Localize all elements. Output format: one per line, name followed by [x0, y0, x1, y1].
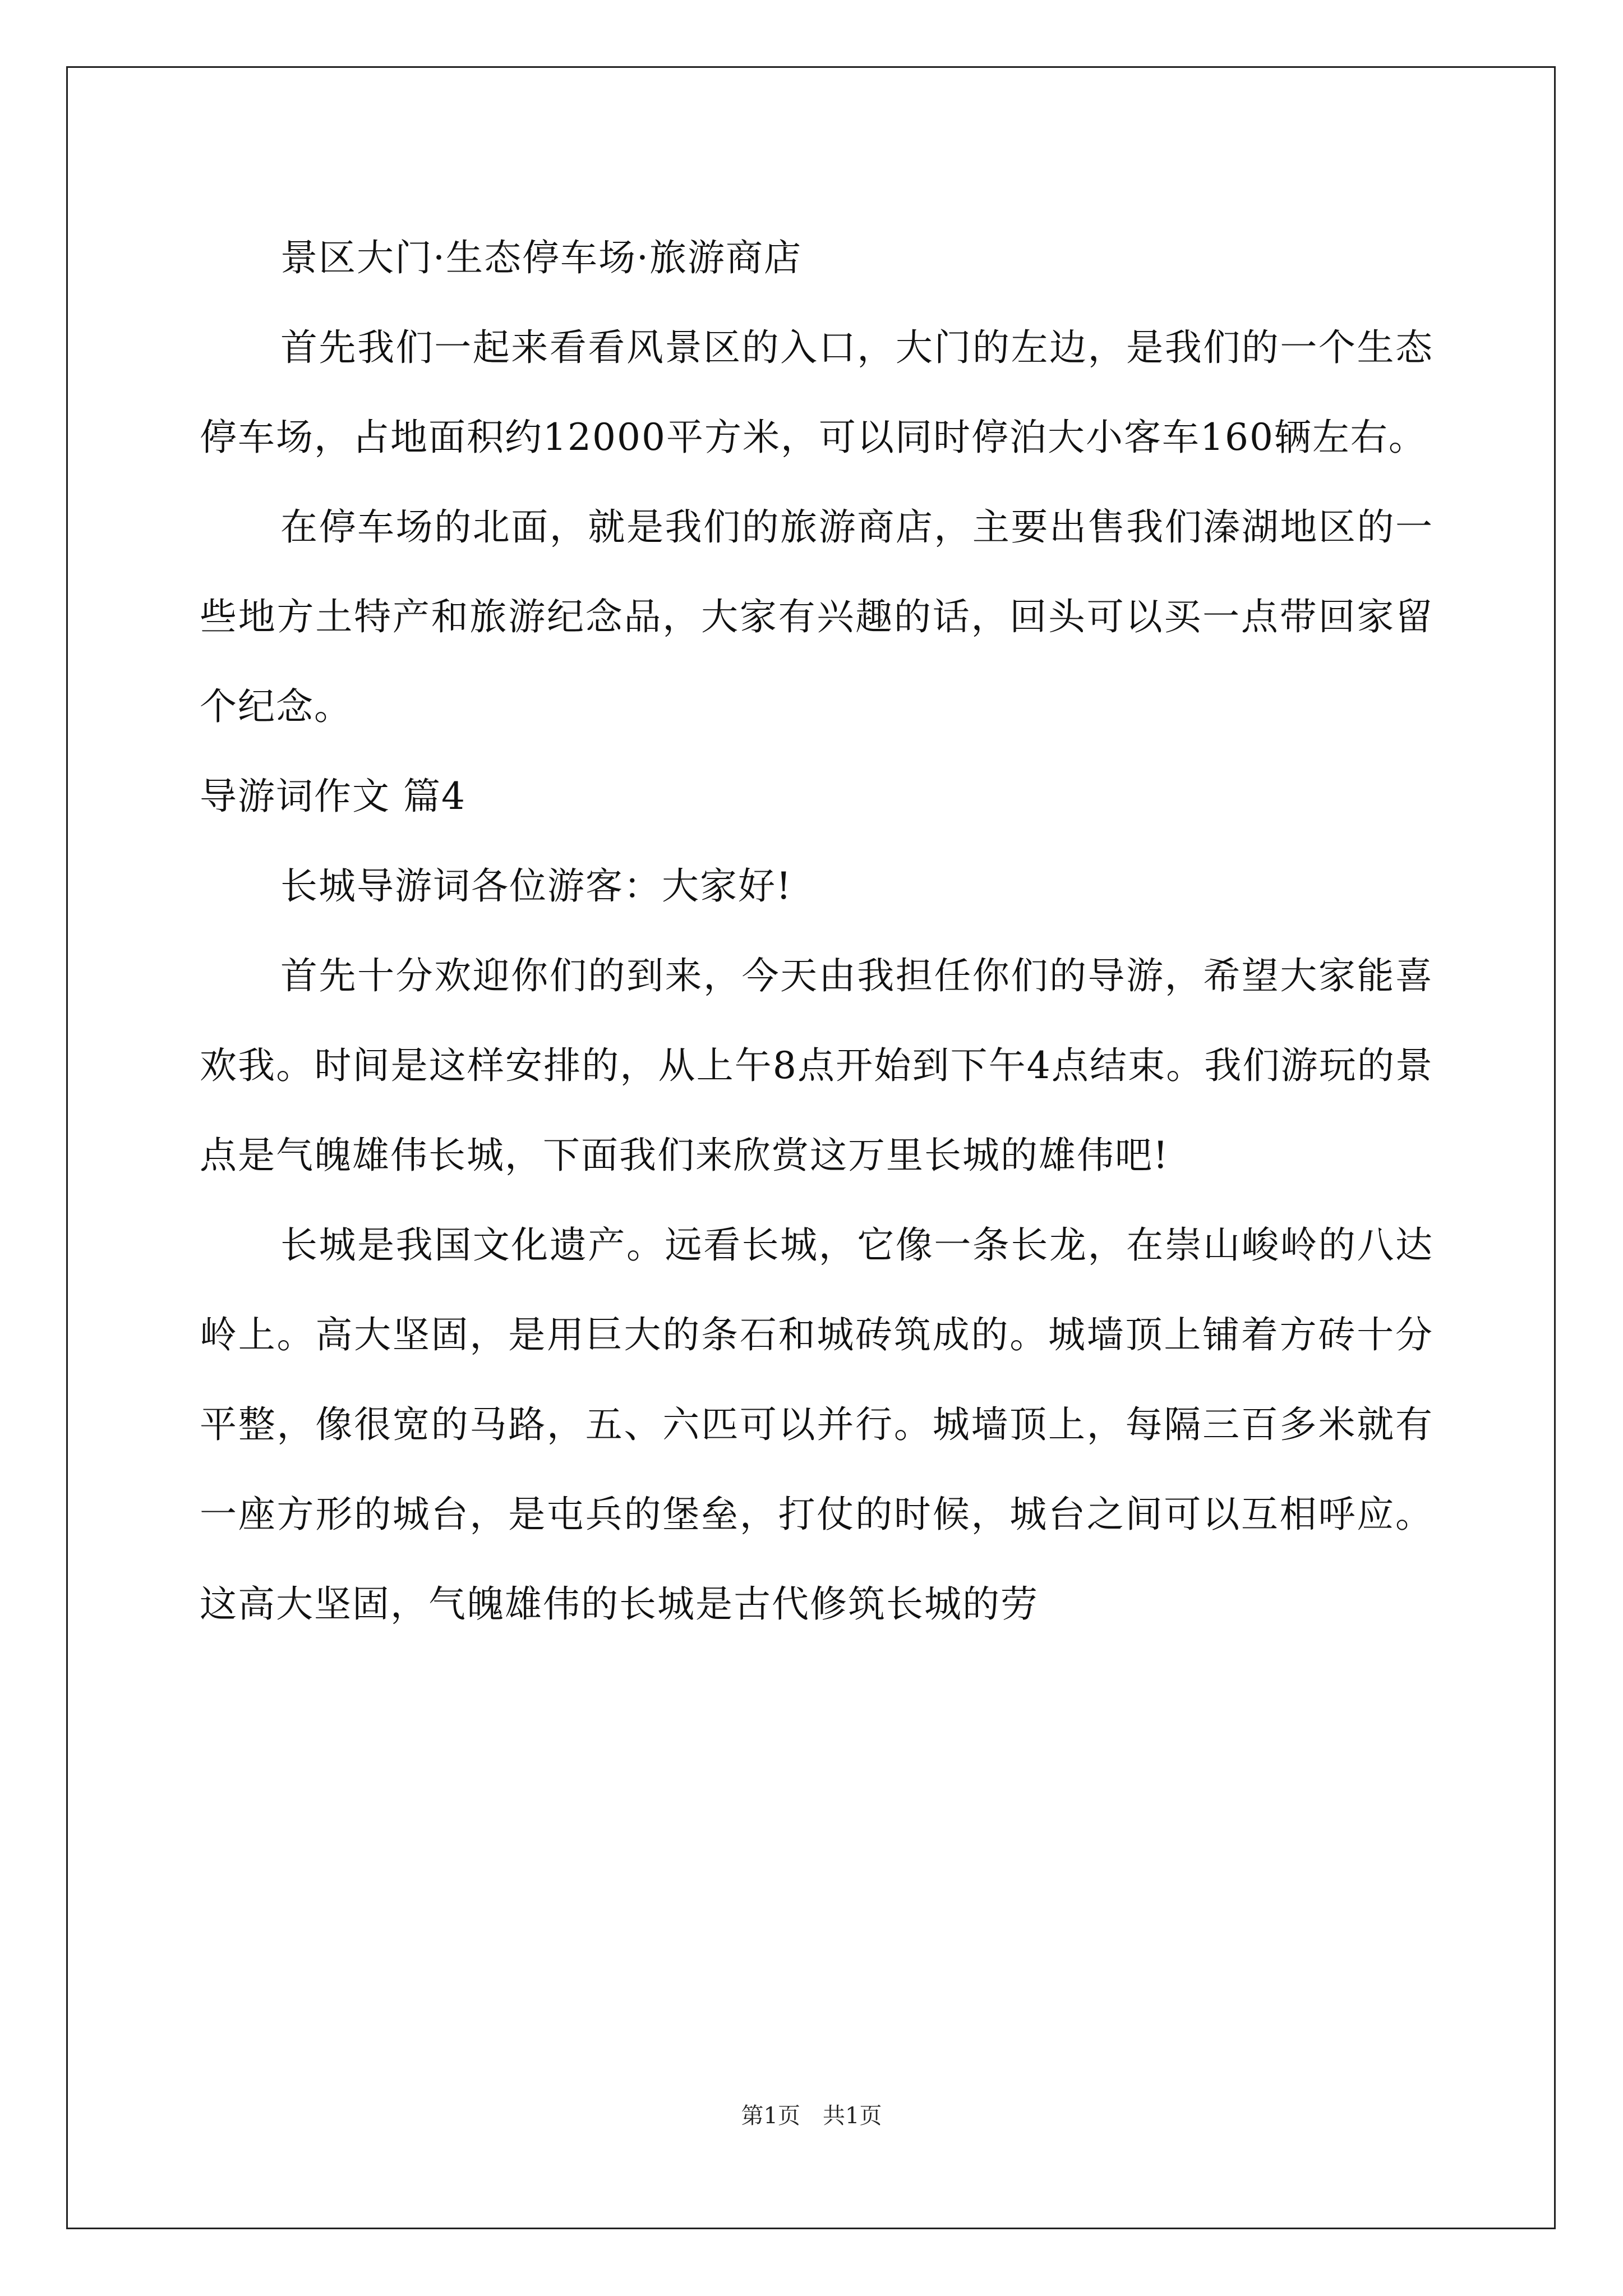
paragraph-section-title: 景区大门·生态停车场·旅游商店 — [280, 236, 802, 279]
paragraph-shop: 在停车场的北面，就是我们的旅游商店，主要出售我们溱湖地区的一些地方土特产和旅游纪念品，大家有兴趣的话，回头可以买一点带回家留个纪念。 — [200, 505, 1433, 728]
paragraph-great-wall: 长城是我国文化遗产。远看长城，它像一条长龙，在崇山峻岭的八达岭上。高大坚固，是用巨大的条石和城砖筑成的。城墙顶上铺着方砖十分平整，像很宽的马路，五、六匹可以并行。城墙顶上，每隔三百多米就有一座方形的城台，是屯兵的堡垒，打仗的时候，城台之间可以互相呼应。这高大坚固，气魄雄伟的长城是古代修筑长城的劳 — [200, 1223, 1433, 1626]
document-body — [200, 213, 1433, 1649]
paragraph-greeting: 长城导游词各位游客：大家好! — [280, 864, 792, 908]
paragraph-welcome: 首先十分欢迎你们的到来，今天由我担任你们的导游，希望大家能喜欢我。时间是这样安排的，从上午8点开始到下午4点结束。我们游玩的景点是气魄雄伟长城，下面我们来欣赏这万里长城的雄伟吧! — [200, 954, 1433, 1177]
page-number: 第1页 共1页 — [741, 2103, 882, 2129]
article-heading: 导游词作文 篇4 — [200, 775, 466, 818]
paragraph-entrance: 首先我们一起来看看风景区的入口，大门的左边，是我们的一个生态停车场，占地面积约12000平方米，可以同时停泊大小客车160辆左右。 — [200, 326, 1433, 459]
